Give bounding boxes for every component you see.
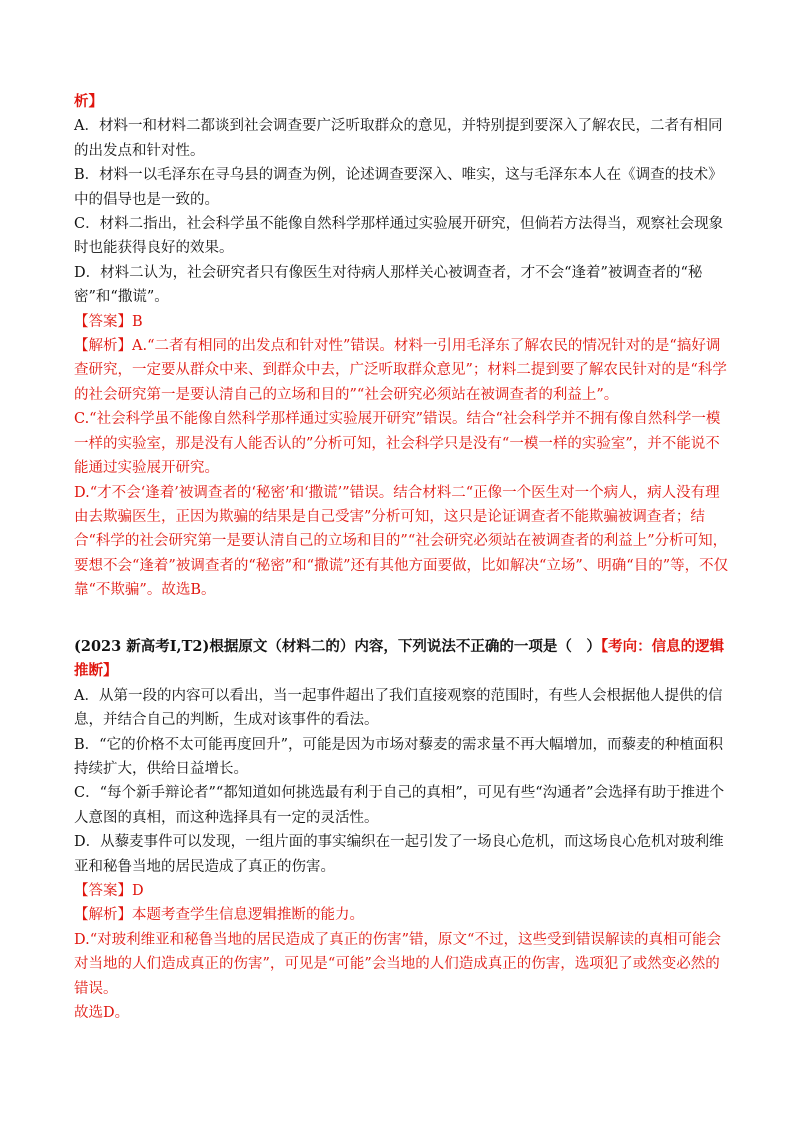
answer-value: D	[132, 883, 144, 900]
analysis-d: D.“对玻利维亚和秘鲁当地的居民造成了真正的伤害”错，原文“不过，这些受到错误解读的真相可能会对当地的人们造成真正的伤害”，可见是“可能”会当地的人们造成真正的伤害，选项犯了或然变必然的错误。	[74, 931, 721, 997]
analysis-intro: 【解析】本题考查学生信息逻辑推断的能力。	[74, 907, 364, 924]
conclusion: 故选D。	[74, 1005, 130, 1022]
option-b: B．“它的价格不太可能再度回升”，可能是因为市场对藜麦的需求量不再大幅增加，而藜麦的种植面积持续扩大，供给日益增长。	[74, 736, 723, 778]
analysis-label: 【解析】	[74, 907, 132, 924]
question-text: (2023 新高考Ⅰ,T2)根据原文（材料二的）内容，下列说法不正确的一项是（ ）	[74, 638, 601, 655]
section-1-heading: 析】	[74, 93, 103, 110]
option-c: C．材料二指出，社会科学虽不能像自然科学那样通过实验展开研究，但倘若方法得当，观察社会现象时也能获得良好的效果。	[74, 216, 724, 257]
option-a: A．从第一段的内容可以看出，当一起事件超出了我们直接观察的范围时，有些人会根据他人提供的信息，并结合自己的判断，生成对该事件的看法。	[74, 687, 723, 729]
option-a: A．材料一和材料二都谈到社会调查要广泛听取群众的意见，并特别提到要深入了解农民，二者有相同的出发点和针对性。	[74, 118, 723, 159]
option-c: C．“每个新手辩论者”“都知道如何挑选最有利于自己的真相”，可见有些“沟通者”会选择有助于推进个人意图的真相，而这种选择具有一定的灵活性。	[74, 785, 725, 826]
section-1	[74, 90, 734, 603]
question-tag: 【考向：信息的逻辑推断】	[74, 638, 725, 680]
answer-value: B	[132, 313, 143, 330]
option-b: B．材料一以毛泽东在寻乌县的调查为例，论述调查要深入、唯实，这与毛泽东本人在《调查的技术》中的倡导也是一致的。	[74, 167, 723, 208]
analysis-d: D.“才不会‘逢着’被调查者的‘秘密’和‘撒谎’”错误。结合材料二“正像一个医生对一个病人，病人没有理由去欺骗医生，正因为欺骗的结果是自己受害”分析可知，这只是论证调查者不能欺骗被调查者；结合“科学的社会研究第一是要认清自己的立场和目的”“社会研究必须站在被调查者的利益上”分析可知，要想不会“逢着”被调查者的“秘密”和“撒谎”还有其他方面要做，比如解决“立场”、明确“目的”等，不仅靠“不欺骗”。故选B。	[74, 484, 729, 599]
answer-label: 【答案】	[74, 313, 132, 330]
section-2	[74, 635, 734, 1026]
answer-label: 【答案】	[74, 883, 132, 900]
answer-line	[74, 879, 734, 903]
analysis-a: 【解析】A.“二者有相同的出发点和针对性”错误。材料一引用毛泽东了解农民的情况针对的是“搞好调查研究，一定要从群众中来、到群众中去，广泛听取群众意见”；材料二提到要了解农民针对的是“科学的社会研究第一是要认清自己的立场和目的”“社会研究必须站在被调查者的利益上”。	[74, 338, 727, 403]
option-d: D．从藜麦事件可以发现，一组片面的事实编织在一起引发了一场良心危机，而这场良心危机对玻利维亚和秘鲁当地的居民造成了真正的伤害。	[74, 834, 724, 875]
question-line	[74, 635, 734, 684]
analysis-c: C.“社会科学虽不能像自然科学那样通过实验展开研究”错误。结合“社会科学并不拥有像自然科学一模一样的实验室，那是没有人能否认的”分析可知，社会科学只是没有“一模一样的实验室”，并不能说不能通过实验展开研究。	[74, 411, 721, 477]
answer-line	[74, 310, 734, 334]
analysis-label: 【解析】	[74, 338, 132, 355]
option-d: D．材料二认为，社会研究者只有像医生对待病人那样关心被调查者，才不会“逢着”被调查者的“秘密”和“撒谎”。	[74, 264, 703, 306]
